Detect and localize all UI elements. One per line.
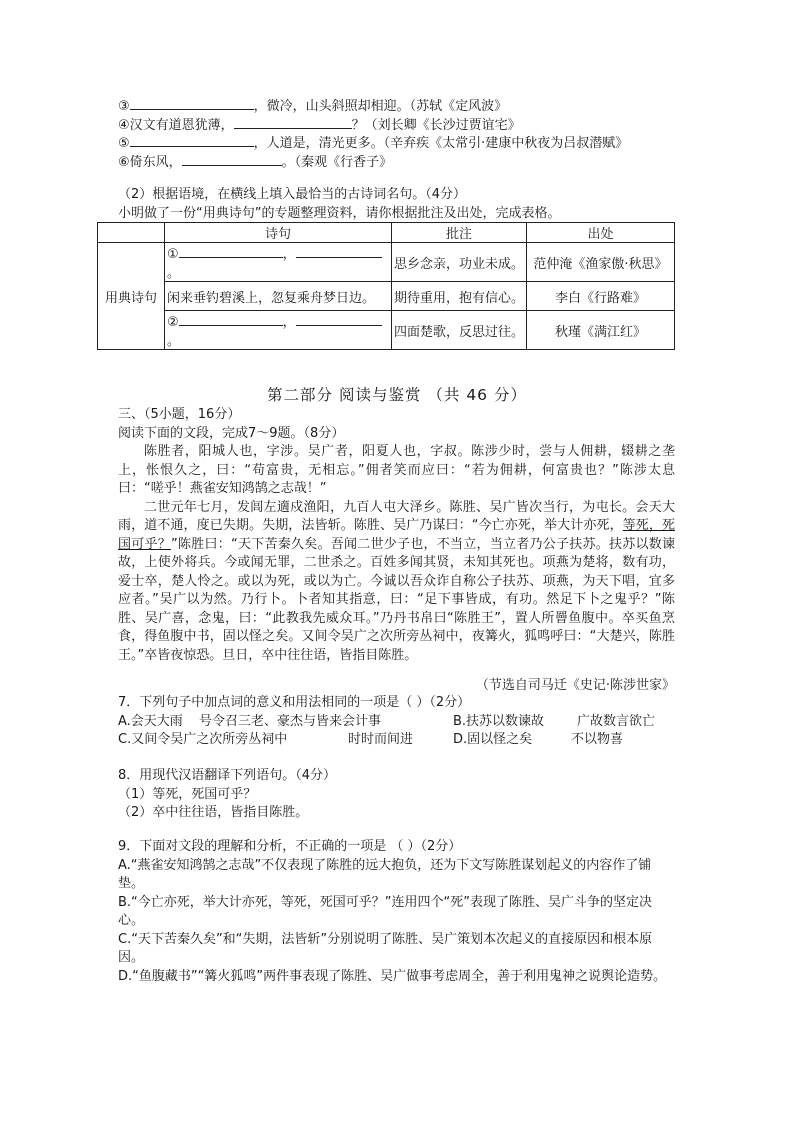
option-a-2: 号令召三老、豪杰与皆来会计事 <box>199 713 382 729</box>
table-header-poem: 诗句 <box>165 223 392 243</box>
passage-text: 二世元年七月，发闾左適戍渔阳，九百人屯大泽乡。陈胜、吴广皆次当行，为屯长。会天大雨，道不通，度已失期。失期，法皆斩。陈胜、吴广乃谋曰：“今亡亦死，举大计亦死， <box>118 499 675 533</box>
section-intro: 阅读下面的文段，完成7～9题。（8分） <box>118 425 345 441</box>
question-7-stem: 7．下列句子中加点词的意义和用法相同的一项是（ ）（2分） <box>118 695 471 710</box>
question-2-instruction: 小明做了一份“用典诗句”的专题整理资料，请你根据批注及出处，完成表格。 <box>118 205 561 221</box>
answer-blank[interactable] <box>179 312 283 326</box>
table-header-blank <box>98 223 165 243</box>
question-7-options-cd <box>118 731 678 750</box>
question-9-stem: 9．下面对文段的理解和分析，不正确的一项是 （ ）（2分） <box>118 839 462 854</box>
question-9 <box>118 838 675 986</box>
passage-paragraph-2 <box>118 499 675 666</box>
section-heading: 三、（5小题，16分） <box>118 407 241 422</box>
option-c-2: 时时而间进 <box>348 732 414 747</box>
poem-cell-1[interactable] <box>165 243 392 282</box>
question-9-option-a[interactable]: A.“燕雀安知鸿鹄之志哉”不仅表现了陈胜的远大抱负，还为下文写陈胜谋划起义的内容作了铺垫。 <box>118 857 652 891</box>
poem-cell-2: 闲来垂钓碧溪上，忽复乘舟梦日边。 <box>165 282 392 311</box>
option-a-1[interactable]: A.会天大雨 <box>118 713 183 729</box>
fill-item-4 <box>118 115 678 134</box>
question-2-block <box>118 186 678 223</box>
table-row <box>98 311 675 350</box>
question-9-option-d[interactable]: D.“鱼腹藏书”“篝火狐鸣”两件事表现了陈胜、吴广做事考虑周全，善于利用鬼神之说舆论造势。 <box>118 968 667 984</box>
passage-paragraph-1: 陈胜者，阳城人也，字涉。吴广者，阳夏人也，字叔。陈涉少时，尝与人佣耕，辍耕之垄上，怅恨久之，曰：“苟富贵，无相忘。”佣者笑而应曰：“若为佣耕，何富贵也？”陈涉太息曰：“嗟乎！燕雀安知鸿鹄之志哉！” <box>118 444 675 496</box>
poem-cell-3[interactable] <box>165 311 392 350</box>
answer-blank[interactable] <box>130 133 254 147</box>
answer-blank[interactable] <box>296 312 382 326</box>
row-heading: 用典诗句 <box>98 243 165 350</box>
table-row <box>98 243 675 282</box>
item-prefix: ③ <box>118 99 130 114</box>
answer-blank[interactable] <box>234 115 352 129</box>
item-suffix: ，人道是，清光更多。（辛弃疾《太常引·建康中秋夜为吕叔潜赋》 <box>253 136 629 151</box>
part-title: 第二部分 阅读与鉴赏 （共 46 分） <box>267 386 527 404</box>
period: 。 <box>167 266 181 281</box>
comma: ， <box>282 247 296 262</box>
period: 。 <box>167 334 181 349</box>
question-8-stem: 8．用现代汉语翻译下列语句。（4分） <box>118 768 337 783</box>
question-8-sentence-1: （1）等死，死国可乎？ <box>118 786 257 802</box>
question-8-sentence-2: （2）卒中往往语，皆指目陈胜。 <box>118 805 309 820</box>
source-cell: 范仲淹《渔家傲·秋思》 <box>527 243 675 282</box>
fill-item-5 <box>118 133 678 152</box>
answer-blank[interactable] <box>296 244 382 258</box>
option-b-2: 广故数言欲亡 <box>577 713 656 729</box>
section-three <box>118 406 678 443</box>
comma: ， <box>282 315 296 330</box>
option-d-2: 不以物喜 <box>571 732 624 747</box>
passage-source: （节选自司马迁《史记·陈涉世家》 <box>475 678 675 693</box>
question-7 <box>118 694 678 750</box>
item-suffix: ？（刘长卿《长沙过贾谊宅》 <box>351 117 521 133</box>
answer-blank[interactable] <box>130 96 254 110</box>
reading-passage <box>118 443 675 696</box>
blank-marker: ② <box>167 315 179 330</box>
option-d-1[interactable]: D.固以怪之矣 <box>453 732 533 747</box>
item-suffix: ，微冷，山头斜照却相迎。（苏轼《定风波》 <box>253 99 508 114</box>
note-cell: 四面楚歌，反思过往。 <box>392 311 527 350</box>
table-row <box>98 282 675 311</box>
option-b-1[interactable]: B.扶苏以数谏故 <box>453 713 545 729</box>
source-cell: 秋瑾《满江红》 <box>527 311 675 350</box>
table-header-source: 出处 <box>527 223 675 243</box>
question-7-options-ab <box>118 713 678 732</box>
answer-blank[interactable] <box>182 152 282 166</box>
answer-blank[interactable] <box>179 244 283 258</box>
item-suffix: 。（秦观《行香子》 <box>281 154 393 170</box>
fill-item-3 <box>118 96 678 115</box>
fill-item-6 <box>118 152 678 171</box>
underlined-sentence: 等死，死国可乎？ <box>118 518 675 552</box>
allusion-table <box>97 222 675 350</box>
note-cell: 思乡念亲，功业未成。 <box>392 243 527 282</box>
question-2-title: （2）根据语境，在横线上填入最恰当的古诗词名句。（4分） <box>118 187 467 202</box>
blank-marker: ① <box>167 247 179 262</box>
table-header-note: 批注 <box>392 223 527 243</box>
source-cell: 李白《行路难》 <box>527 282 675 311</box>
note-cell: 期待重用，抱有信心。 <box>392 282 527 311</box>
item-prefix: ⑥倚东风， <box>118 154 182 170</box>
option-c-1[interactable]: C.又间令吴广之次所旁丛祠中 <box>118 732 288 747</box>
item-prefix: ⑤ <box>118 136 130 151</box>
question-9-option-c[interactable]: C.“天下苦秦久矣”和“失期，法皆斩”分别说明了陈胜、吴广策划本次起义的直接原因和根本原因。 <box>118 931 653 965</box>
question-8 <box>118 767 678 823</box>
item-prefix: ④汉文有道恩犹薄， <box>118 117 234 133</box>
fill-in-block <box>118 96 678 170</box>
question-9-option-b[interactable]: B.“今亡亦死，举大计亦死，等死，死国可乎？”连用四个“死”表现了陈胜、吴广斗争的坚定决心。 <box>118 894 652 928</box>
passage-text: ”陈胜曰：“天下苦秦久矣。吾闻二世少子也，不当立，当立者乃公子扶苏。扶苏以数谏故，上使外将兵。今或闻无罪，二世杀之。百姓多闻其贤，未知其死也。项燕为楚将，数有功，爱士卒，楚人怜之。或以为死，或以为亡。今诚以吾众诈自称公子扶苏、项燕，为天下唱，宜多应者。”吴广以为然。乃行卜。卜者知其指意，曰：“足下事皆成，有功。然足下卜之鬼乎？”陈胜、吴广喜，念鬼，曰：“此教我先威众耳。”乃丹书帛曰“陈胜王”，置人所罾鱼腹中。卒买鱼烹食，得鱼腹中书，固以怪之矣。又间令吴广之次所旁丛祠中，夜篝火，狐鸣呼曰：“大楚兴，陈胜王。”卒皆夜惊恐。旦日，卒中往往语，皆指目陈胜。 <box>118 536 675 663</box>
table-header-row <box>98 223 675 243</box>
